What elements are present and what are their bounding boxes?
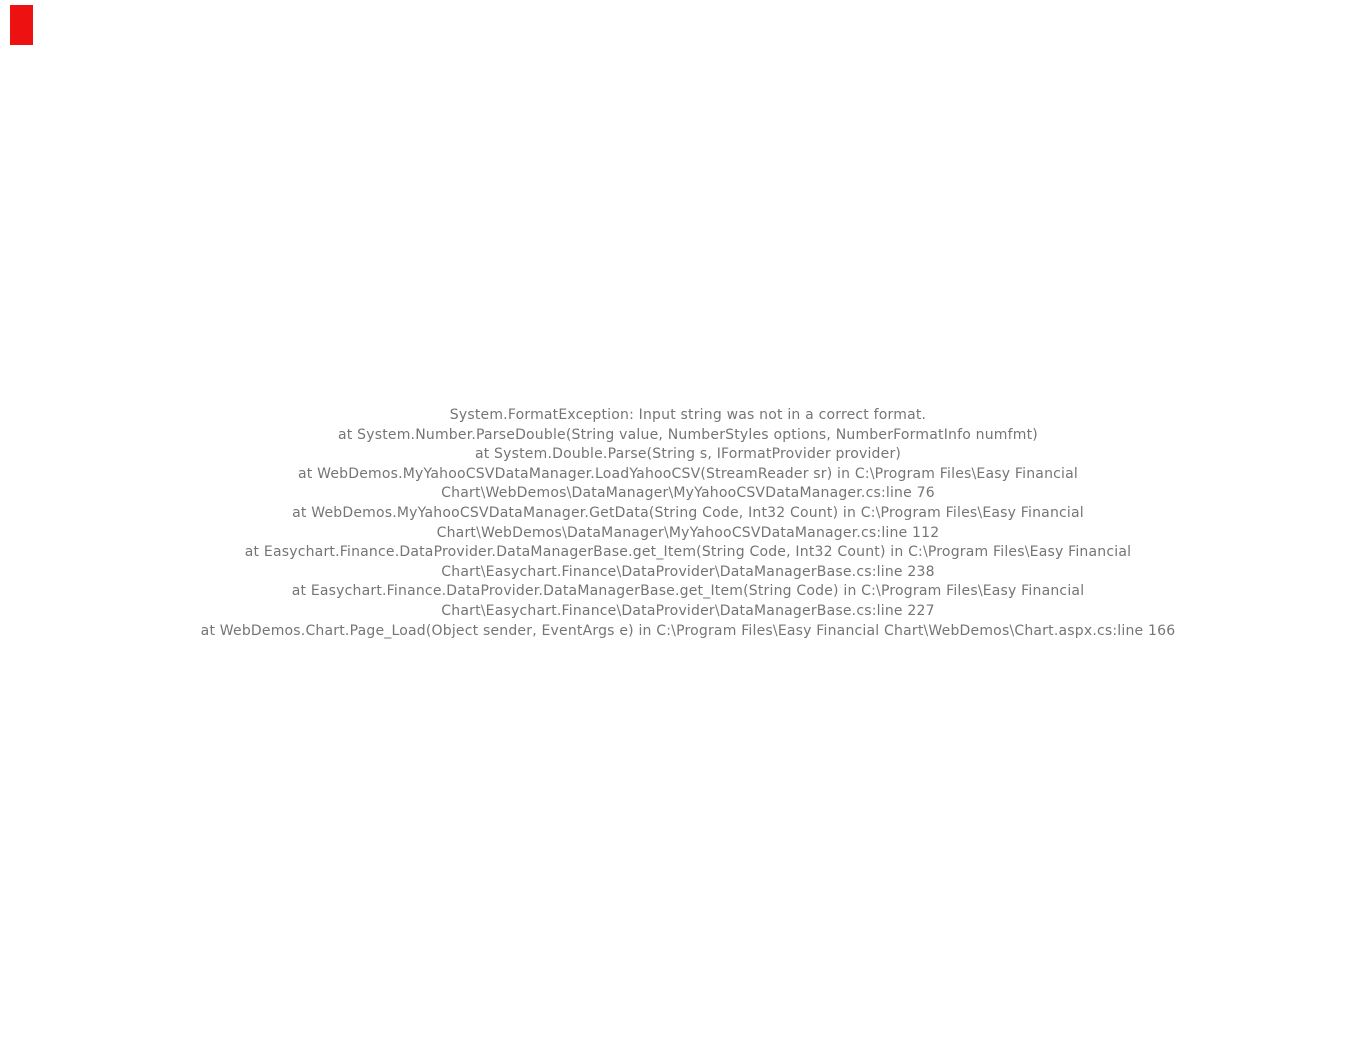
stack-frame-line: Chart\Easychart.Finance\DataProvider\DataManagerBase.cs:line 227 <box>441 602 935 619</box>
stack-frame-line: at System.Double.Parse(String s, IFormatProvider provider) <box>474 446 902 463</box>
exception-message-line: System.FormatException: Input string was not in a correct format. <box>449 407 927 423</box>
stack-frame-line: Chart\WebDemos\DataManager\MyYahooCSVDataManager.cs:line 76 <box>441 485 935 502</box>
stack-frame-line: at WebDemos.MyYahooCSVDataManager.GetData(String Code, Int32 Count) in C:\Program Files\Easy Financial <box>292 504 1084 521</box>
stack-frame-line: at Easychart.Finance.DataProvider.DataManagerBase.get_Item(String Code, Int32 Count) in C:\Program Files\Easy Financial <box>244 544 1132 561</box>
exception-stack-trace <box>16 406 1360 641</box>
red-rectangle-marker <box>10 5 33 45</box>
stack-frame-line: at WebDemos.Chart.Page_Load(Object sender, EventArgs e) in C:\Program Files\Easy Financial Chart\WebDemos\Chart.aspx.cs:line 166 <box>200 622 1176 639</box>
stack-frame-line: Chart\Easychart.Finance\DataProvider\DataManagerBase.cs:line 238 <box>441 563 935 580</box>
stack-frame-line: Chart\WebDemos\DataManager\MyYahooCSVDataManager.cs:line 112 <box>436 524 940 541</box>
stack-frame-line: at Easychart.Finance.DataProvider.DataManagerBase.get_Item(String Code) in C:\Program Files\Easy Financial <box>291 583 1085 600</box>
stack-frame-line: at WebDemos.MyYahooCSVDataManager.LoadYahooCSV(StreamReader sr) in C:\Program Files\Easy Financial <box>298 465 1078 482</box>
stack-frame-line: at System.Number.ParseDouble(String value, NumberStyles options, NumberFormatInfo numfmt) <box>338 426 1038 443</box>
